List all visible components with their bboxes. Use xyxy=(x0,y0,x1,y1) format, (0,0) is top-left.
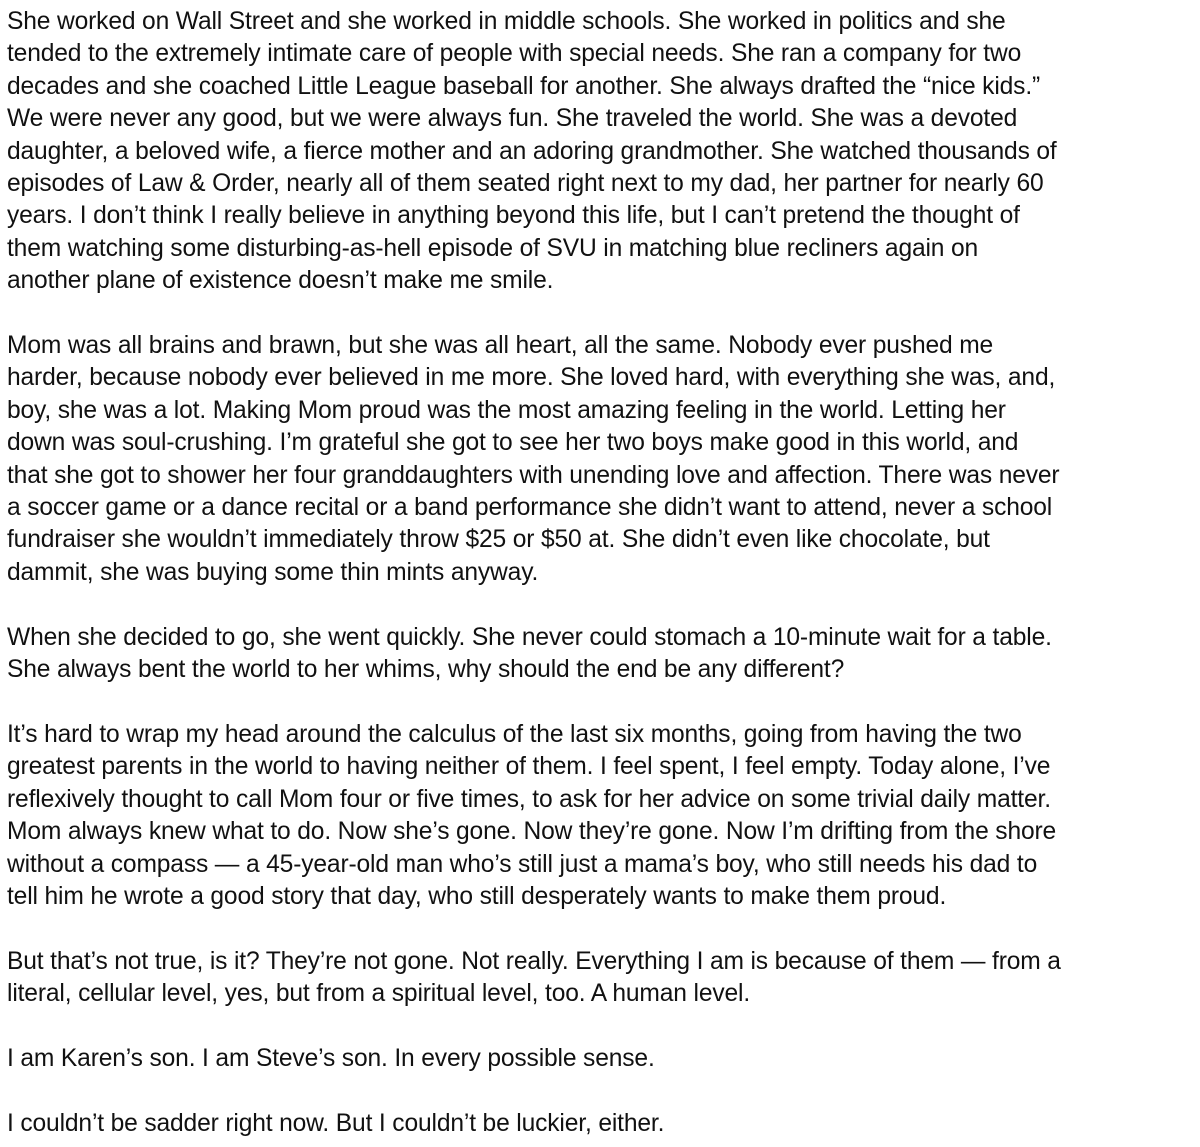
text-line: boy, she was a lot. Making Mom proud was the most amazing feeling in the world. Letting her xyxy=(7,396,1006,424)
document-body xyxy=(7,6,1199,1140)
text-line: Mom always knew what to do. Now she’s gone. Now they’re gone. Now I’m drifting from the shore xyxy=(7,818,1057,846)
text-line: episodes of Law & Order, nearly all of them seated right next to my dad, her partner for nearly 60 xyxy=(7,170,1044,198)
paragraph-5 xyxy=(7,946,1199,1011)
text-line: reflexively thought to call Mom four or five times, to ask for her advice on some trivial daily matter. xyxy=(7,785,1051,813)
text-line: harder, because nobody ever believed in me more. She loved hard, with everything she was, and, xyxy=(7,364,1056,392)
text-line: But that’s not true, is it? They’re not gone. Not really. Everything I am is because of them — from a xyxy=(7,947,1061,975)
paragraph-3 xyxy=(7,622,1199,687)
text-line: tell him he wrote a good story that day, who still desperately wants to make them proud. xyxy=(7,882,947,910)
text-line: tended to the extremely intimate care of people with special needs. She ran a company for two xyxy=(7,40,1022,68)
text-line: fundraiser she wouldn’t immediately throw $25 or $50 at. She didn’t even like chocolate, but xyxy=(7,526,990,554)
text-line: I am Karen’s son. I am Steve’s son. In every possible sense. xyxy=(7,1044,655,1072)
text-line: them watching some disturbing-as-hell episode of SVU in matching blue recliners again on xyxy=(7,234,979,262)
paragraph-2 xyxy=(7,330,1199,589)
text-line: She worked on Wall Street and she worked in middle schools. She worked in politics and she xyxy=(7,8,1006,35)
text-line: that she got to shower her four granddaughters with unending love and affection. There was never xyxy=(7,461,1060,489)
text-line: It’s hard to wrap my head around the calculus of the last six months, going from having the two xyxy=(7,720,1022,748)
text-line: daughter, a beloved wife, a fierce mother and an adoring grandmother. She watched thousands of xyxy=(7,137,1057,165)
paragraph-4 xyxy=(7,719,1199,913)
text-line: I couldn’t be sadder right now. But I couldn’t be luckier, either. xyxy=(7,1109,665,1137)
paragraph-6 xyxy=(7,1043,1199,1075)
text-line: literal, cellular level, yes, but from a spiritual level, too. A human level. xyxy=(7,980,751,1008)
text-line: We were never any good, but we were always fun. She traveled the world. She was a devoted xyxy=(7,105,1018,133)
text-line: Mom was all brains and brawn, but she was all heart, all the same. Nobody ever pushed me xyxy=(7,332,994,360)
text-line: down was soul-crushing. I’m grateful she got to see her two boys make good in this world, and xyxy=(7,429,1019,457)
text-line: decades and she coached Little League baseball for another. She always drafted the “nice kids.” xyxy=(7,72,1041,100)
paragraph-7 xyxy=(7,1108,1199,1140)
text-line: without a compass — a 45-year-old man who’s still just a mama’s boy, who still needs his dad to xyxy=(7,850,1038,878)
text-line: When she decided to go, she went quickly. She never could stomach a 10-minute wait for a table. xyxy=(7,623,1052,651)
text-line: greatest parents in the world to having neither of them. I feel spent, I feel empty. Today alone, I’ve xyxy=(7,753,1051,781)
text-line: another plane of existence doesn’t make me smile. xyxy=(7,267,554,295)
text-line: dammit, she was buying some thin mints anyway. xyxy=(7,558,539,586)
text-line: a soccer game or a dance recital or a band performance she didn’t want to attend, never a school xyxy=(7,494,1053,522)
text-line: years. I don’t think I really believe in anything beyond this life, but I can’t pretend the thought of xyxy=(7,202,1020,230)
text-line: She always bent the world to her whims, why should the end be any different? xyxy=(7,656,845,684)
paragraph-1 xyxy=(7,6,1199,298)
